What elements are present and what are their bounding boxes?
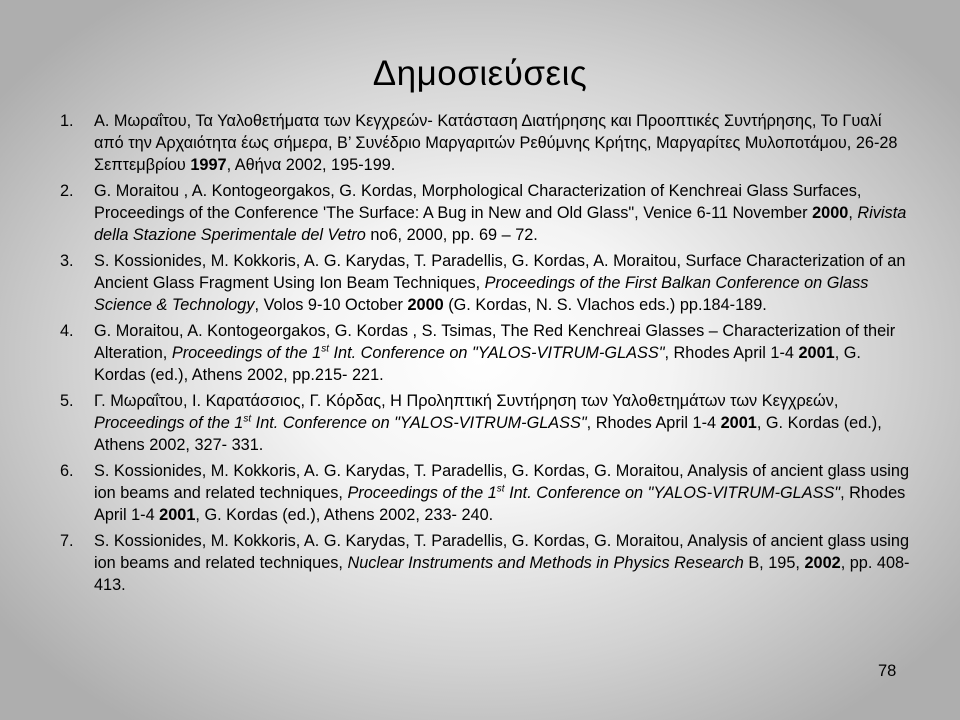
publication-text-segment: Proceedings of the 1 — [94, 414, 244, 432]
publication-text — [94, 252, 905, 314]
publication-text-segment: Int. Conference on "YALOS-VITRUM-GLASS" — [328, 344, 665, 362]
publication-number: 6. — [60, 462, 74, 480]
publication-text — [94, 112, 897, 174]
publication-text-segment: st — [321, 343, 329, 355]
publication-number: 5. — [60, 392, 74, 410]
publication-text-segment: , Rhodes April 1-4 — [94, 484, 906, 524]
publication-text-segment: , pp. 408-413. — [94, 554, 910, 594]
publication-text-segment: B, 195, — [743, 554, 805, 572]
publication-text-segment: , Rhodes April 1-4 — [586, 414, 721, 432]
publication-text-segment: Nuclear Instruments and Methods in Physics Research — [347, 554, 744, 572]
publication-text-segment: , G. Kordas (ed.), Athens 2002, pp.215- 221. — [94, 344, 861, 384]
publication-text-segment: Proceedings of the 1 — [347, 484, 497, 502]
publication-year: 2001 — [798, 344, 835, 362]
publication-text-segment: G. Moraitou, A. Kontogeorgakos, G. Kordas , S. Tsimas, The Red Kenchreai Glasses – Characterization of their Alteration, — [94, 322, 896, 362]
publication-text — [94, 392, 882, 454]
slide-title: Δημοσιεύσεις — [372, 54, 588, 93]
publication-text-segment: , Αθήνα 2002, 195-199. — [226, 156, 396, 174]
publication-year: 2001 — [720, 414, 757, 432]
publication-text — [94, 532, 909, 594]
publication-text-segment: Proceedings of the First Balkan Conference on Glass Science & Technology — [94, 274, 869, 314]
publication-item — [60, 460, 910, 526]
publication-list — [60, 110, 910, 600]
publication-year: 2000 — [407, 296, 444, 314]
publication-text-segment: st — [243, 413, 252, 425]
publication-text-segment: , G. Kordas (ed.), Athens 2002, 233- 240. — [195, 506, 494, 524]
publication-text-segment: (G. Kordas, N. S. Vlachos eds.) pp.184-189. — [443, 296, 767, 314]
publication-item — [60, 250, 910, 316]
publication-text-segment: st — [496, 483, 505, 495]
publication-year: 2000 — [812, 204, 849, 222]
publication-text-segment: Rivista della Stazione Sperimentale del Vetro — [94, 204, 907, 244]
publication-number: 7. — [60, 532, 74, 550]
page-number: 78 — [878, 662, 897, 680]
publication-year: 2001 — [159, 506, 196, 524]
publication-text-segment: Α. Μωραΐτου, Τα Υαλοθετήματα των Κεγχρεών- Κατάσταση Διατήρησης και Προοπτικές Συντήρησης, Το Γυαλί από την Αρχαιότητα έως σήμερα, Β’ Συνέδριο Μαργαριτών Ρεθύμνης Κρήτης, Μαργαρίτες Μυλοποτάμου, 26-28 Σεπτεμβρίου — [94, 112, 898, 174]
publication-text-segment: , Rhodes April 1-4 — [664, 344, 799, 362]
publication-number: 3. — [60, 252, 74, 270]
publication-item — [60, 320, 910, 386]
publication-text-segment: , G. Kordas (ed.), Athens 2002, 327- 331. — [94, 414, 882, 454]
publication-item — [60, 180, 910, 246]
publication-number: 1. — [60, 112, 74, 130]
publication-text-segment: G. Moraitou , A. Kontogeorgakos, G. Kordas, Morphological Characterization of Kenchreai Glass Surfaces, Proceedings of the Conference 'The Surface: A Bug in New and Old Glass", Venice 6-11 November — [94, 182, 862, 222]
publication-number: 4. — [60, 322, 74, 340]
publication-text-segment: , Volos 9-10 October — [254, 296, 408, 314]
publication-text — [94, 462, 909, 524]
publication-text-segment: S. Kossionides, M. Kokkoris, A. G. Karydas, T. Paradellis, G. Kordas, A. Moraitou, Surface Characterization of an Ancient Glass Fragment Using Ion Beam Techniques, — [94, 252, 906, 292]
publication-text-segment: S. Kossionides, M. Kokkoris, A. G. Karydas, T. Paradellis, G. Kordas, G. Moraitou, Analysis of ancient glass using ion beams and related techniques, — [94, 532, 910, 572]
publication-year: 1997 — [190, 156, 227, 174]
publication-text-segment: Int. Conference on "YALOS-VITRUM-GLASS" — [504, 484, 841, 502]
publication-text-segment: Int. Conference on "YALOS-VITRUM-GLASS" — [251, 414, 587, 432]
publication-text-segment: , — [848, 204, 858, 222]
publication-text-segment: Proceedings of the 1 — [171, 344, 322, 362]
publication-text-segment: S. Kossionides, M. Kokkoris, A. G. Karydas, T. Paradellis, G. Kordas, G. Moraitou, Analysis of ancient glass using ion beams and related techniques, — [94, 462, 910, 502]
publication-item — [60, 110, 910, 176]
publication-year: 2002 — [804, 554, 841, 572]
publication-item — [60, 530, 910, 596]
publication-text — [94, 182, 906, 244]
publication-text-segment: Γ. Μωραΐτου, Ι. Καρατάσσιος, Γ. Κόρδας, Η Προληπτική Συντήρηση των Υαλοθετημάτων των Κεγχρεών, — [94, 392, 839, 410]
publication-text — [94, 322, 895, 384]
publication-text-segment: no6, 2000, pp. 69 – 72. — [365, 226, 538, 244]
publication-number: 2. — [60, 182, 74, 200]
publication-item — [60, 390, 910, 456]
